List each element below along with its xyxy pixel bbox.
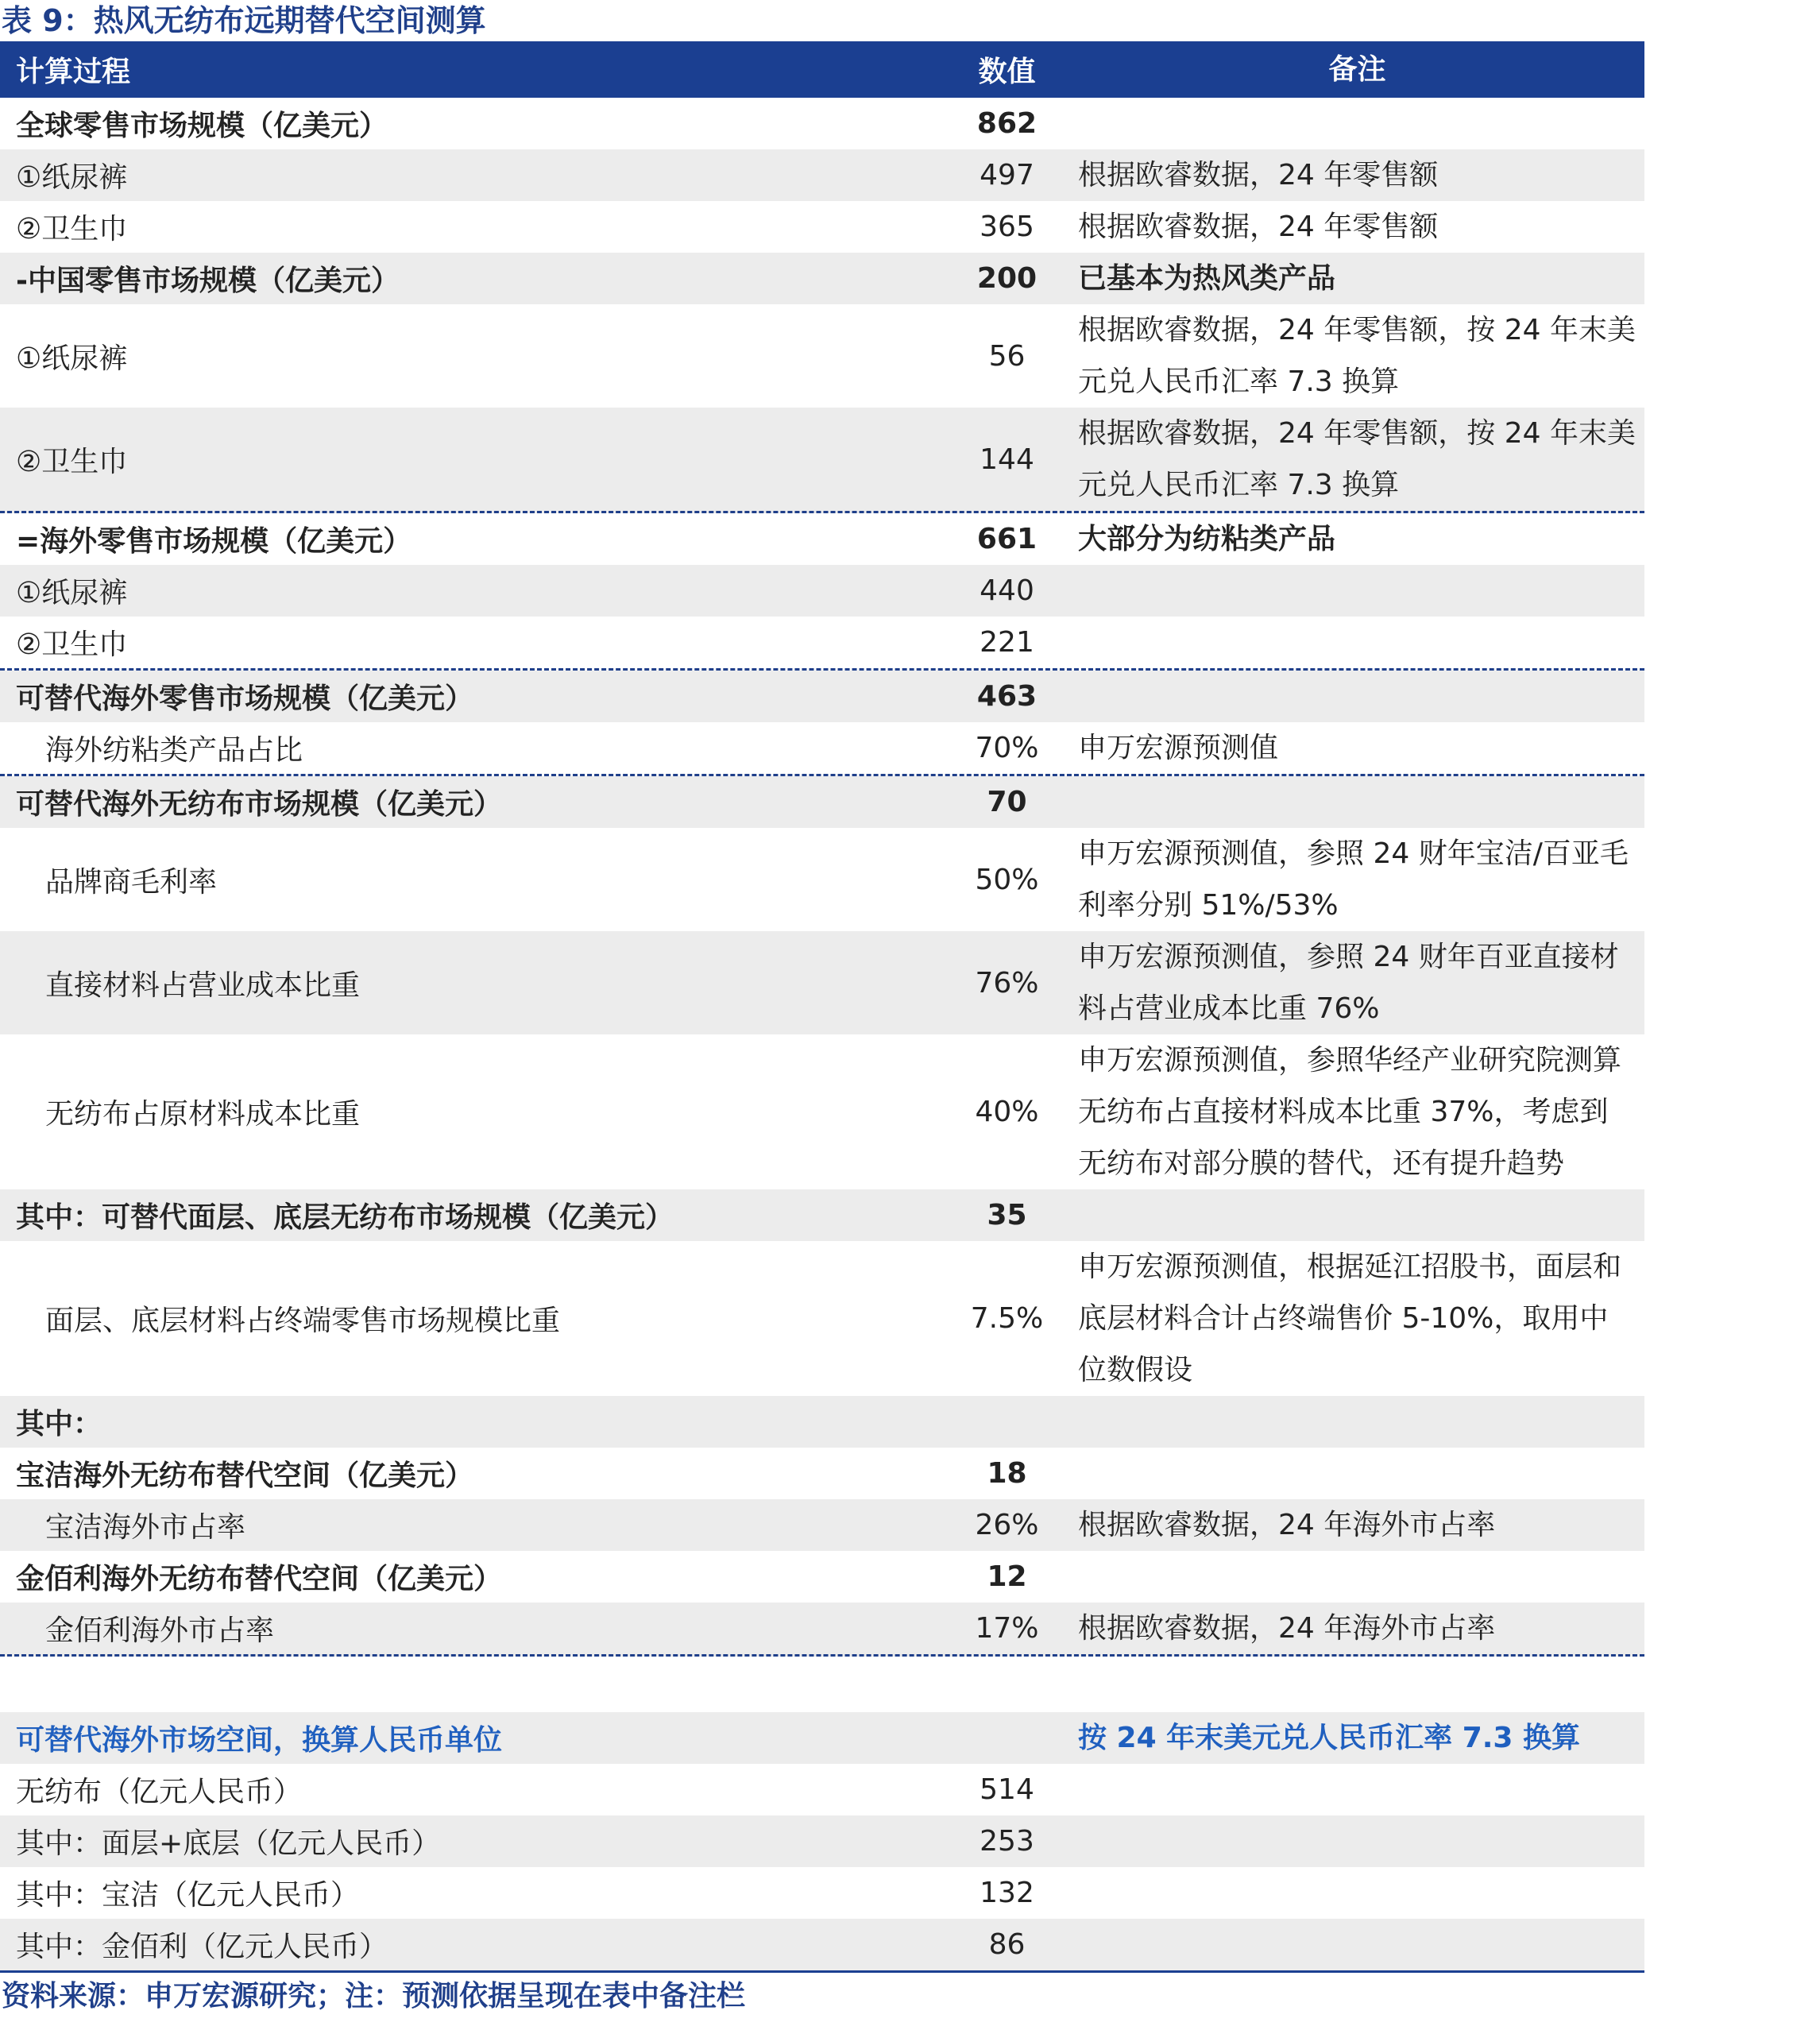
row-value: 497 — [980, 159, 1034, 191]
row-value: 365 — [980, 211, 1034, 243]
row-value: 862 — [976, 107, 1038, 140]
row-value: 56 — [988, 339, 1026, 373]
table-row — [0, 201, 1644, 253]
table-row — [0, 1867, 1644, 1919]
row-label: ①纸尿裤 — [16, 577, 128, 609]
row-value: 12 — [987, 1560, 1027, 1593]
table-row — [0, 1603, 1644, 1657]
row-label: 无纺布占原材料成本比重 — [45, 1098, 361, 1131]
header-calculation: 计算过程 — [16, 56, 131, 88]
table-row — [0, 513, 1644, 565]
table-row — [0, 408, 1644, 513]
row-label: ②卫生巾 — [16, 213, 128, 246]
row-label: 直接材料占营业成本比重 — [45, 969, 361, 1002]
row-label: ①纸尿裤 — [16, 161, 128, 194]
table-row — [0, 149, 1644, 201]
row-label: 全球零售市场规模（亿美元） — [16, 110, 388, 142]
row-value: 86 — [988, 1928, 1026, 1961]
row-label: 宝洁海外无纺布替代空间（亿美元） — [16, 1460, 474, 1492]
row-value: 200 — [976, 262, 1038, 295]
table-row — [0, 565, 1644, 617]
row-value: 76% — [975, 966, 1039, 999]
row-value: 35 — [987, 1199, 1027, 1231]
header-note: 备注 — [1328, 53, 1386, 86]
row-note: 根据欧睿数据，24 年海外市占率 — [1078, 1612, 1496, 1645]
row-value: 661 — [976, 523, 1038, 555]
table-row — [0, 98, 1644, 149]
row-note: 大部分为纺粘类产品 — [1078, 523, 1336, 555]
table-row — [0, 828, 1644, 931]
rmb-section-heading — [0, 1712, 1644, 1764]
table-title: 表 9：热风无纺布远期替代空间测算 — [2, 3, 486, 38]
row-value: 50% — [975, 863, 1039, 896]
row-label: 金佰利海外市占率 — [45, 1614, 275, 1647]
row-label: 其中：面层+底层（亿元人民币） — [16, 1827, 441, 1860]
row-note: 根据欧睿数据，24 年零售额 — [1078, 159, 1439, 191]
rmb-heading-note: 按 24 年末美元兑人民币汇率 7.3 换算 — [1078, 1722, 1581, 1754]
table-row — [0, 1448, 1644, 1499]
row-label: -中国零售市场规模（亿美元） — [16, 265, 400, 297]
row-label: 金佰利海外无纺布替代空间（亿美元） — [16, 1563, 503, 1595]
table-header — [0, 41, 1644, 98]
row-note: 申万宏源预测值，根据延江招股书，面层和底层材料合计占终端售价 5-10%，取用中位数假设 — [1078, 1251, 1622, 1386]
table-row — [0, 1034, 1644, 1189]
row-value: 26% — [975, 1509, 1039, 1541]
row-value: 132 — [980, 1877, 1034, 1909]
row-note: 根据欧睿数据，24 年零售额，按 24 年末美元兑人民币汇率 7.3 换算 — [1078, 314, 1636, 398]
row-label: 可替代海外无纺布市场规模（亿美元） — [16, 788, 503, 821]
row-value: 40% — [975, 1096, 1039, 1128]
row-label: 其中：金佰利（亿元人民币） — [16, 1931, 388, 1963]
table-row — [0, 931, 1644, 1034]
row-value: 70 — [987, 786, 1027, 818]
table-row — [0, 722, 1644, 776]
row-value: 70% — [975, 732, 1039, 764]
table-row — [0, 1551, 1644, 1603]
row-note: 申万宏源预测值，参照 24 财年百亚直接材料占营业成本比重 76% — [1078, 941, 1619, 1025]
row-note: 申万宏源预测值 — [1078, 732, 1279, 764]
table-row — [0, 1815, 1644, 1867]
row-label: 无纺布（亿元人民币） — [16, 1776, 303, 1808]
table-row — [0, 671, 1644, 722]
row-note: 根据欧睿数据，24 年零售额 — [1078, 211, 1439, 243]
row-value: 17% — [975, 1612, 1039, 1645]
row-label: 其中：宝洁（亿元人民币） — [16, 1879, 360, 1912]
row-value: 144 — [980, 443, 1034, 476]
row-note: 根据欧睿数据，24 年海外市占率 — [1078, 1509, 1496, 1541]
table-row — [0, 1499, 1644, 1551]
row-note: 根据欧睿数据，24 年零售额，按 24 年末美元兑人民币汇率 7.3 换算 — [1078, 417, 1636, 501]
table-row — [0, 776, 1644, 828]
row-label: 面层、底层材料占终端零售市场规模比重 — [45, 1305, 561, 1337]
rmb-heading-label: 可替代海外市场空间，换算人民币单位 — [16, 1724, 503, 1757]
row-value: 221 — [980, 626, 1034, 659]
row-value: 463 — [976, 680, 1038, 713]
table-row — [0, 1764, 1644, 1815]
table-row — [0, 617, 1644, 671]
row-label: =海外零售市场规模（亿美元） — [16, 525, 412, 558]
row-label: ②卫生巾 — [16, 628, 128, 661]
row-note: 申万宏源预测值，参照华经产业研究院测算无纺布占直接材料成本比重 37%，考虑到无纺布对部分膜的替代，还有提升趋势 — [1078, 1044, 1622, 1180]
source-note: 资料来源：申万宏源研究；注：预测依据呈现在表中备注栏 — [0, 1970, 1644, 2020]
row-label: 宝洁海外市占率 — [45, 1511, 246, 1544]
table-row — [0, 304, 1644, 408]
table-row — [0, 1189, 1644, 1241]
row-label: 其中： — [16, 1408, 102, 1440]
row-label: 其中：可替代面层、底层无纺布市场规模（亿美元） — [16, 1201, 674, 1234]
row-label: ①纸尿裤 — [16, 342, 128, 375]
table-row — [0, 1241, 1644, 1396]
row-label: 品牌商毛利率 — [45, 865, 218, 899]
row-note: 申万宏源预测值，参照 24 财年宝洁/百亚毛利率分别 51%/53% — [1078, 837, 1629, 922]
row-value: 18 — [987, 1457, 1027, 1490]
table-row — [0, 253, 1644, 304]
row-label: 海外纺粘类产品占比 — [45, 734, 303, 767]
row-note: 已基本为热风类产品 — [1078, 262, 1336, 295]
table-row — [0, 1919, 1644, 1970]
section-spacer — [0, 1657, 1644, 1712]
row-value: 7.5% — [970, 1302, 1044, 1335]
row-value: 514 — [980, 1773, 1034, 1806]
header-value: 数值 — [978, 56, 1036, 88]
table-row — [0, 1396, 1644, 1448]
row-value: 253 — [980, 1825, 1034, 1858]
row-value: 440 — [980, 574, 1034, 607]
row-label: ②卫生巾 — [16, 445, 128, 478]
row-label: 可替代海外零售市场规模（亿美元） — [16, 682, 474, 715]
